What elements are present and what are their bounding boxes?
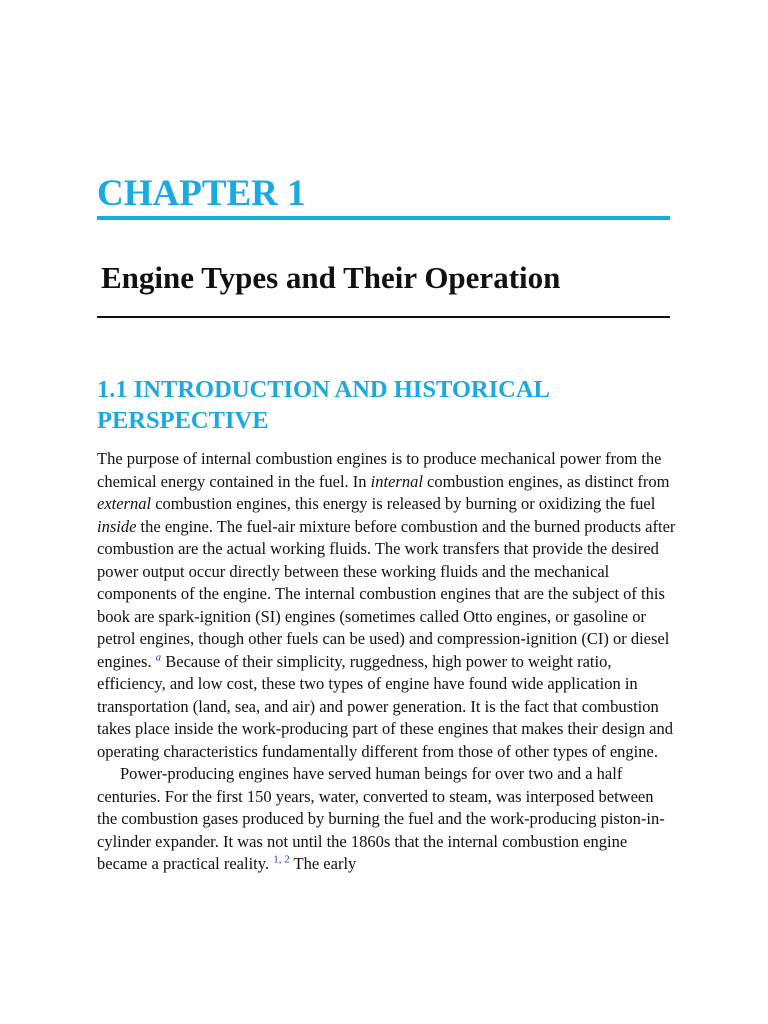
citation-link-1-2[interactable]: 1, 2 xyxy=(273,853,290,866)
paragraph-intro xyxy=(97,448,677,763)
body-text xyxy=(97,448,677,876)
emphasis-inside: inside xyxy=(97,516,137,536)
chapter-title: Engine Types and Their Operation xyxy=(101,260,561,295)
paragraph-intro-text-1: The purpose of internal combustion engines is to produce mechanical power from the chemical energy contained in the fuel. In xyxy=(97,449,662,491)
paragraph-intro-text-5: Because of their simplicity, ruggedness, high power to weight ratio, efficiency, and low cost, these two types of engine have found wide application in transportation (land, sea, and air) and power generation. It is the fact that combustion takes place inside the work-producing part of these engines that makes their design and operating characteristics fundamentally different from those of other types of engine. xyxy=(97,651,673,761)
paragraph-intro-text-2: combustion engines, as distinct from xyxy=(422,471,670,491)
paragraph-intro-text-3: combustion engines, this energy is released by burning or oxidizing the fuel xyxy=(151,494,656,513)
paragraph-intro-text-4: the engine. The fuel-air mixture before combustion and the burned products after combustion are the actual working fluids. The work transfers that provide the desired power output occur directly between these working fluids and the mechanical components of the engine. The internal combustion engines that are the subject of this book are spark-ignition (SI) engines (sometimes called Otto engines, or gasoline or petrol engines, though other fuels can be used) and compression-ignition (CI) or diesel engines. xyxy=(97,516,676,671)
emphasis-external: external xyxy=(97,494,152,513)
emphasis-internal: internal xyxy=(370,471,423,491)
chapter-divider xyxy=(97,216,670,220)
title-divider xyxy=(97,316,670,318)
chapter-label: CHAPTER 1 xyxy=(97,173,306,214)
paragraph-history xyxy=(97,763,677,876)
footnote-link-a[interactable]: a xyxy=(155,651,162,663)
section-heading: 1.1 INTRODUCTION AND HISTORICAL PERSPECTIVE xyxy=(97,376,549,434)
paragraph-history-text-1: Power-producing engines have served human beings for over two and a half centuries. For the first 150 years, water, converted to steam, was interposed between the combustion gases produced by burning the fuel and the work-producing piston-in-cylinder expander. It was not until the 1860s that the internal combustion engine became a practical reality. xyxy=(97,764,665,873)
paragraph-history-text-2: The early xyxy=(289,854,357,873)
